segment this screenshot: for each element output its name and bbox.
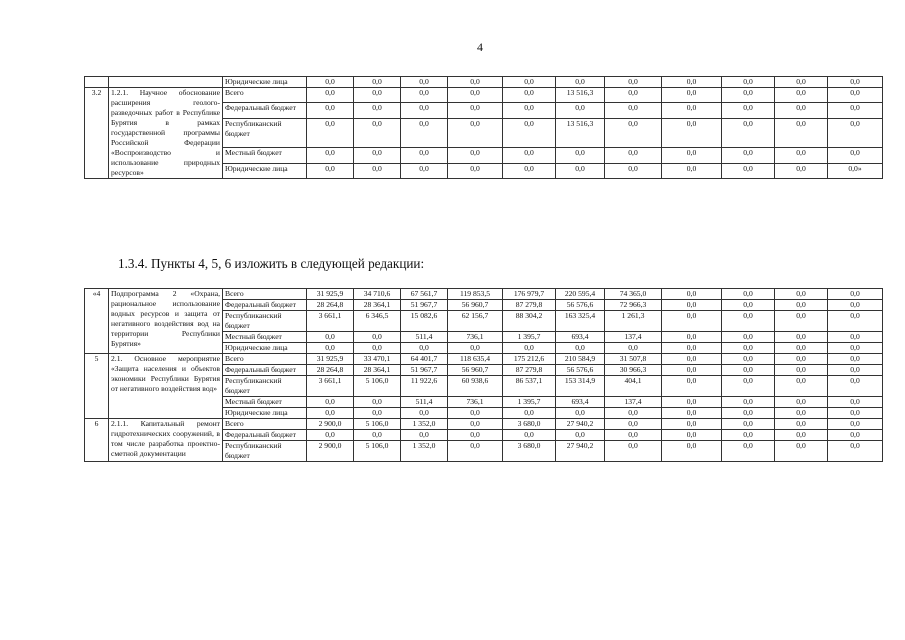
amount-cell: 693,4 [556, 397, 605, 408]
measure-description [109, 77, 223, 88]
amount-cell: 31 925,9 [307, 289, 354, 300]
amount-cell: 28 264,8 [307, 300, 354, 311]
amount-cell: 0,0 [605, 88, 662, 103]
funding-source: Республиканский бюджет [223, 376, 307, 397]
amount-cell: 51 967,7 [401, 300, 448, 311]
section-heading: 1.3.4. Пункты 4, 5, 6 изложить в следующей редакции: [118, 256, 425, 271]
amount-cell: 0,0 [503, 88, 556, 103]
amount-cell: 0,0 [662, 397, 722, 408]
amount-cell: 5 106,0 [354, 376, 401, 397]
amount-cell: 0,0 [354, 148, 401, 163]
amount-cell: 0,0 [722, 289, 775, 300]
amount-cell: 0,0 [354, 163, 401, 178]
amount-cell: 176 979,7 [503, 289, 556, 300]
amount-cell: 0,0 [775, 311, 828, 332]
funding-source: Юридические лица [223, 77, 307, 88]
amount-cell: 0,0 [775, 103, 828, 118]
amount-cell: 0,0 [722, 365, 775, 376]
amount-cell: 27 940,2 [556, 419, 605, 430]
amount-cell: 0,0 [775, 397, 828, 408]
amount-cell: 0,0 [448, 441, 503, 462]
amount-cell: 3 680,0 [503, 441, 556, 462]
funding-source: Федеральный бюджет [223, 430, 307, 441]
amount-cell: 72 966,3 [605, 300, 662, 311]
amount-cell: 0,0 [828, 103, 883, 118]
amount-cell: 0,0 [556, 103, 605, 118]
amount-cell: 0,0 [401, 408, 448, 419]
amount-cell: 175 212,6 [503, 354, 556, 365]
row-number: 5 [85, 354, 109, 419]
amount-cell: 3 661,1 [307, 376, 354, 397]
amount-cell: 67 561,7 [401, 289, 448, 300]
amount-cell: 1 395,7 [503, 397, 556, 408]
amount-cell: 0,0 [503, 343, 556, 354]
amount-cell: 0,0 [722, 441, 775, 462]
funding-source: Юридические лица [223, 343, 307, 354]
amount-cell: 0,0 [354, 77, 401, 88]
amount-cell: 0,0 [828, 77, 883, 88]
amount-cell: 86 537,1 [503, 376, 556, 397]
amount-cell: 56 576,6 [556, 365, 605, 376]
amount-cell: 13 516,3 [556, 118, 605, 147]
amount-cell: 0,0 [605, 343, 662, 354]
amount-cell: 0,0 [775, 300, 828, 311]
amount-cell: 404,1 [605, 376, 662, 397]
amount-cell: 163 325,4 [556, 311, 605, 332]
amount-cell: 0,0 [828, 289, 883, 300]
amount-cell: 0,0 [775, 354, 828, 365]
amount-cell: 0,0 [828, 430, 883, 441]
amount-cell: 0,0 [401, 343, 448, 354]
amount-cell: 0,0 [448, 430, 503, 441]
amount-cell: 28 364,1 [354, 300, 401, 311]
amount-cell: 0,0 [307, 77, 354, 88]
amount-cell: 0,0 [448, 163, 503, 178]
amount-cell: 0,0 [828, 88, 883, 103]
amount-cell: 0,0 [503, 118, 556, 147]
amount-cell: 0,0 [556, 408, 605, 419]
amount-cell: 0,0 [775, 118, 828, 147]
funding-source: Местный бюджет [223, 397, 307, 408]
amount-cell: 0,0 [662, 118, 722, 147]
amount-cell: 88 304,2 [503, 311, 556, 332]
amount-cell: 0,0 [401, 88, 448, 103]
funding-source: Республиканский бюджет [223, 311, 307, 332]
table-row [85, 289, 883, 300]
row-number: 3.2 [85, 88, 109, 179]
amount-cell: 0,0 [775, 289, 828, 300]
amount-cell: 0,0 [448, 148, 503, 163]
amount-cell: 0,0 [448, 88, 503, 103]
amount-cell: 0,0 [662, 354, 722, 365]
amount-cell: 0,0 [828, 343, 883, 354]
funding-source: Юридические лица [223, 163, 307, 178]
funding-source: Местный бюджет [223, 148, 307, 163]
amount-cell: 0,0 [448, 77, 503, 88]
funding-source: Республиканский бюджет [223, 441, 307, 462]
amount-cell: 736,1 [448, 397, 503, 408]
amount-cell: 0,0 [307, 163, 354, 178]
amount-cell: 0,0 [722, 397, 775, 408]
amount-cell: 0,0 [662, 103, 722, 118]
funding-source: Всего [223, 289, 307, 300]
funding-source: Федеральный бюджет [223, 103, 307, 118]
amount-cell: 56 576,6 [556, 300, 605, 311]
amount-cell: 0,0 [775, 88, 828, 103]
row-number: «4 [85, 289, 109, 354]
amount-cell: 31 507,8 [605, 354, 662, 365]
amount-cell: 0,0 [775, 77, 828, 88]
amount-cell: 0,0 [448, 118, 503, 147]
amount-cell: 0,0 [605, 163, 662, 178]
amount-cell: 0,0 [401, 103, 448, 118]
amount-cell: 0,0 [662, 332, 722, 343]
amount-cell: 33 470,1 [354, 354, 401, 365]
amount-cell: 210 584,9 [556, 354, 605, 365]
amount-cell: 0,0 [401, 118, 448, 147]
amount-cell: 0,0 [354, 397, 401, 408]
amount-cell: 56 960,7 [448, 300, 503, 311]
amount-cell: 1 352,0 [401, 419, 448, 430]
amount-cell: 0,0 [828, 397, 883, 408]
amount-cell: 0,0 [662, 311, 722, 332]
amount-cell: 0,0 [401, 430, 448, 441]
amount-cell: 0,0 [354, 332, 401, 343]
amount-cell: 5 106,0 [354, 441, 401, 462]
amount-cell: 0,0 [556, 77, 605, 88]
amount-cell: 0,0 [775, 419, 828, 430]
amount-cell: 0,0 [354, 343, 401, 354]
amount-cell: 0,0 [662, 88, 722, 103]
amount-cell: 0,0 [307, 88, 354, 103]
amount-cell: 0,0 [605, 441, 662, 462]
amount-cell: 0,0 [503, 77, 556, 88]
amount-cell: 0,0 [775, 430, 828, 441]
amount-cell: 0,0 [662, 300, 722, 311]
amount-cell: 30 966,3 [605, 365, 662, 376]
amount-cell: 0,0 [828, 354, 883, 365]
measure-description: 2.1.1. Капитальный ремонт гидротехнических сооружений, в том числе разработка проектно-сметной документации [109, 419, 223, 462]
amount-cell: 0,0 [307, 408, 354, 419]
amount-cell: 0,0 [775, 343, 828, 354]
amount-cell: 1 395,7 [503, 332, 556, 343]
amount-cell: 28 264,8 [307, 365, 354, 376]
table-row [85, 419, 883, 430]
amount-cell: 0,0 [605, 77, 662, 88]
table-row [85, 77, 883, 88]
amount-cell: 0,0 [828, 300, 883, 311]
amount-cell: 51 967,7 [401, 365, 448, 376]
amount-cell: 0,0 [307, 430, 354, 441]
amount-cell: 0,0 [307, 397, 354, 408]
row-number [85, 77, 109, 88]
funding-source: Всего [223, 88, 307, 103]
amount-cell: 0,0 [662, 343, 722, 354]
amount-cell: 0,0 [307, 103, 354, 118]
amount-cell: 0,0 [775, 163, 828, 178]
amount-cell: 0,0 [828, 441, 883, 462]
budget-table-subprogram [84, 288, 883, 462]
amount-cell: 0,0 [354, 88, 401, 103]
amount-cell: 62 156,7 [448, 311, 503, 332]
amount-cell: 87 279,8 [503, 365, 556, 376]
amount-cell: 0,0 [307, 343, 354, 354]
amount-cell: 11 922,6 [401, 376, 448, 397]
amount-cell: 0,0 [722, 408, 775, 419]
amount-cell: 0,0 [556, 430, 605, 441]
amount-cell: 0,0 [662, 419, 722, 430]
amount-cell: 0,0 [828, 376, 883, 397]
amount-cell: 0,0 [503, 103, 556, 118]
amount-cell: 736,1 [448, 332, 503, 343]
amount-cell: 0,0 [662, 441, 722, 462]
amount-cell: 60 938,6 [448, 376, 503, 397]
measure-description: 2.1. Основное мероприятие «Защита населения и объектов экономики Республики Бурятия от негативного воздействия вод» [109, 354, 223, 419]
amount-cell: 0,0 [722, 163, 775, 178]
measure-description: 1.2.1. Научное обоснование расширения геолого-разведочных работ в Республике Бурятия в рамках государственной программы Российской Федерации «Воспроизводство и использование природных ресурсов» [109, 88, 223, 179]
amount-cell: 0,0 [722, 430, 775, 441]
amount-cell: 74 365,0 [605, 289, 662, 300]
table-row [85, 354, 883, 365]
amount-cell: 0,0 [828, 332, 883, 343]
amount-cell: 28 364,1 [354, 365, 401, 376]
amount-cell: 0,0 [448, 343, 503, 354]
amount-cell: 15 082,6 [401, 311, 448, 332]
amount-cell: 3 680,0 [503, 419, 556, 430]
amount-cell: 6 346,5 [354, 311, 401, 332]
amount-cell: 0,0 [307, 332, 354, 343]
amount-cell: 0,0 [722, 311, 775, 332]
funding-source: Местный бюджет [223, 332, 307, 343]
amount-cell: 0,0 [722, 77, 775, 88]
amount-cell: 0,0 [503, 163, 556, 178]
amount-cell: 5 106,0 [354, 419, 401, 430]
amount-cell: 0,0 [722, 88, 775, 103]
amount-cell: 0,0 [775, 376, 828, 397]
amount-cell: 0,0 [354, 408, 401, 419]
table-row [85, 88, 883, 103]
amount-cell: 0,0 [722, 300, 775, 311]
amount-cell: 0,0 [722, 354, 775, 365]
measure-description: Подпрограмма 2 «Охрана, рациональное использование водных ресурсов и защита от негативного воздействия вод на территории Республики Бурятия» [109, 289, 223, 354]
amount-cell: 0,0 [354, 118, 401, 147]
amount-cell: 137,4 [605, 332, 662, 343]
amount-cell: 0,0 [722, 118, 775, 147]
amount-cell: 0,0 [401, 77, 448, 88]
amount-cell: 0,0 [605, 419, 662, 430]
amount-cell: 0,0 [401, 148, 448, 163]
amount-cell: 0,0 [828, 118, 883, 147]
amount-cell: 0,0 [662, 365, 722, 376]
amount-cell: 0,0 [662, 408, 722, 419]
amount-cell: 0,0 [722, 376, 775, 397]
amount-cell: 0,0 [828, 365, 883, 376]
amount-cell: 0,0 [605, 148, 662, 163]
amount-cell: 0,0 [662, 289, 722, 300]
funding-source: Юридические лица [223, 408, 307, 419]
amount-cell: 511,4 [401, 332, 448, 343]
amount-cell: 0,0 [556, 148, 605, 163]
amount-cell: 1 261,3 [605, 311, 662, 332]
amount-cell: 87 279,8 [503, 300, 556, 311]
row-number: 6 [85, 419, 109, 462]
funding-source: Всего [223, 419, 307, 430]
amount-cell: 511,4 [401, 397, 448, 408]
amount-cell: 0,0 [828, 419, 883, 430]
amount-cell: 0,0 [556, 343, 605, 354]
amount-cell: 27 940,2 [556, 441, 605, 462]
amount-cell: 0,0 [662, 77, 722, 88]
amount-cell: 56 960,7 [448, 365, 503, 376]
funding-source: Республиканский бюджет [223, 118, 307, 147]
amount-cell: 153 314,9 [556, 376, 605, 397]
page-number: 4 [477, 40, 483, 54]
amount-cell: 0,0 [448, 408, 503, 419]
amount-cell: 2 900,0 [307, 419, 354, 430]
amount-cell: 0,0 [401, 163, 448, 178]
amount-cell: 0,0» [828, 163, 883, 178]
amount-cell: 0,0 [354, 103, 401, 118]
amount-cell: 137,4 [605, 397, 662, 408]
amount-cell: 0,0 [605, 103, 662, 118]
amount-cell: 119 853,5 [448, 289, 503, 300]
amount-cell: 0,0 [307, 118, 354, 147]
amount-cell: 0,0 [775, 148, 828, 163]
amount-cell: 0,0 [662, 376, 722, 397]
amount-cell: 3 661,1 [307, 311, 354, 332]
amount-cell: 220 595,4 [556, 289, 605, 300]
amount-cell: 0,0 [605, 118, 662, 147]
amount-cell: 0,0 [775, 332, 828, 343]
amount-cell: 0,0 [722, 103, 775, 118]
amount-cell: 0,0 [722, 419, 775, 430]
amount-cell: 118 635,4 [448, 354, 503, 365]
amount-cell: 0,0 [354, 430, 401, 441]
funding-source: Федеральный бюджет [223, 300, 307, 311]
amount-cell: 0,0 [605, 430, 662, 441]
amount-cell: 0,0 [662, 430, 722, 441]
amount-cell: 31 925,9 [307, 354, 354, 365]
funding-source: Всего [223, 354, 307, 365]
amount-cell: 0,0 [722, 343, 775, 354]
amount-cell: 0,0 [775, 365, 828, 376]
amount-cell: 13 516,3 [556, 88, 605, 103]
amount-cell: 0,0 [503, 148, 556, 163]
amount-cell: 0,0 [448, 419, 503, 430]
amount-cell: 34 710,6 [354, 289, 401, 300]
amount-cell: 0,0 [722, 332, 775, 343]
amount-cell: 0,0 [448, 103, 503, 118]
amount-cell: 0,0 [662, 148, 722, 163]
amount-cell: 0,0 [775, 441, 828, 462]
amount-cell: 0,0 [307, 148, 354, 163]
amount-cell: 0,0 [503, 408, 556, 419]
budget-table-continuation [84, 76, 883, 179]
amount-cell: 0,0 [662, 163, 722, 178]
amount-cell: 0,0 [503, 430, 556, 441]
amount-cell: 0,0 [828, 148, 883, 163]
amount-cell: 0,0 [828, 311, 883, 332]
amount-cell: 2 900,0 [307, 441, 354, 462]
amount-cell: 0,0 [722, 148, 775, 163]
amount-cell: 693,4 [556, 332, 605, 343]
amount-cell: 1 352,0 [401, 441, 448, 462]
amount-cell: 64 401,7 [401, 354, 448, 365]
amount-cell: 0,0 [556, 163, 605, 178]
amount-cell: 0,0 [605, 408, 662, 419]
amount-cell: 0,0 [828, 408, 883, 419]
amount-cell: 0,0 [775, 408, 828, 419]
funding-source: Федеральный бюджет [223, 365, 307, 376]
